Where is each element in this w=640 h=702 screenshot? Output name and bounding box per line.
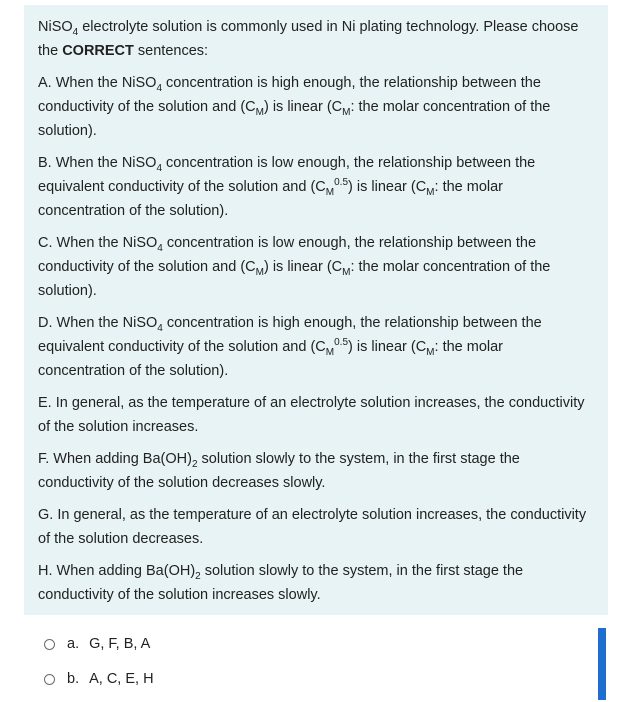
answer-option-a[interactable] bbox=[44, 632, 154, 656]
correct-emphasis: CORRECT bbox=[62, 43, 134, 59]
answer-option-b[interactable] bbox=[44, 667, 154, 691]
answer-text: G, F, B, A bbox=[89, 636, 151, 652]
statement-e: E. In general, as the temperature of an electrolyte solution increases, the conductivity of the solution increases. bbox=[38, 395, 585, 435]
statement-a: A. When the NiSO$_4$ concentration is high enough, the relationship between the conductivity of the solution and $(C_M)$ is linear ($C_M$: the molar concentration of the solution). bbox=[38, 75, 551, 139]
answer-letter: b. bbox=[67, 671, 80, 687]
radio-b[interactable] bbox=[44, 674, 55, 685]
question-panel bbox=[24, 5, 608, 615]
statement-c: C. When the NiSO$_4$ concentration is low enough, the relationship between the conductivity of the solution and $(C_M)$ is linear ($C_M$: the molar concentration of the solution). bbox=[38, 235, 551, 299]
answer-options bbox=[44, 632, 154, 702]
statement-g: G. In general, as the temperature of an electrolyte solution increases, the conductivity of the solution decreases. bbox=[38, 507, 587, 547]
answer-letter: a. bbox=[67, 636, 80, 652]
scroll-indicator[interactable] bbox=[598, 628, 606, 700]
statement-b: B. When the NiSO$_4$ concentration is low enough, the relationship between the equivalent conductivity of the solution and $(C_M^{0.5})$ is linear ($C_M$: the molar concentration of the solution). bbox=[38, 155, 536, 219]
question-intro: NiSO$_4$ electrolyte solution is commonly used in Ni plating technology. Please choose the CORRECT sentences: bbox=[38, 19, 579, 59]
answer-text: A, C, E, H bbox=[89, 671, 154, 687]
radio-a[interactable] bbox=[44, 639, 55, 650]
statement-f: F. When adding $Ba(OH)_2$ solution slowly to the system, in the first stage the conductivity of the solution decreases slowly. bbox=[38, 451, 520, 491]
statement-d: D. When the NiSO$_4$ concentration is high enough, the relationship between the equivalent conductivity of the solution and $(C_M^{0.5})$ is linear ($C_M$: the molar concentration of the solution). bbox=[38, 315, 542, 379]
statement-h: H. When adding $Ba(OH)_2$ solution slowly to the system, in the first stage the conductivity of the solution increases slowly. bbox=[38, 563, 524, 603]
